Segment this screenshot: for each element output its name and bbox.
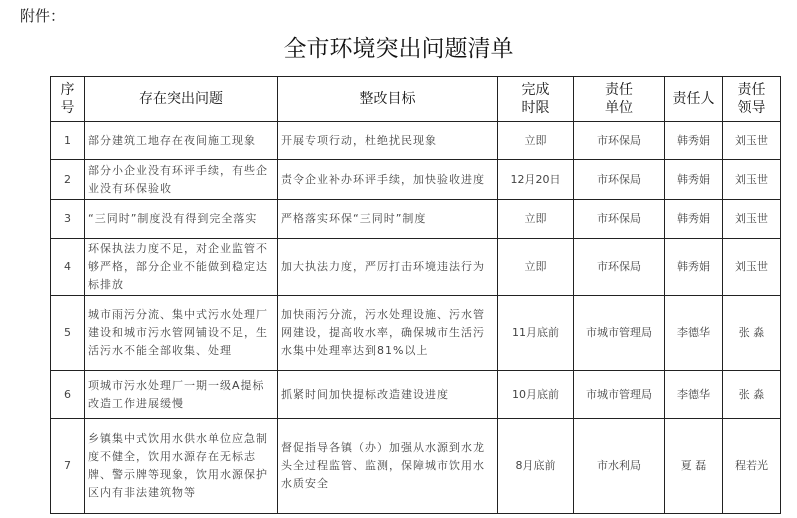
person-cell: 韩秀娟 — [665, 122, 723, 160]
leader-cell: 刘玉世 — [723, 160, 781, 200]
unit-cell: 市环保局 — [574, 200, 665, 239]
unit-cell: 市城市管理局 — [574, 371, 665, 419]
unit-cell: 市环保局 — [574, 239, 665, 296]
row-number: 2 — [51, 160, 85, 200]
header-no: 序号 — [51, 77, 85, 122]
unit-cell: 市城市管理局 — [574, 296, 665, 371]
row-number: 5 — [51, 296, 85, 371]
header-unit: 责任单位 — [574, 77, 665, 122]
target-cell: 严格落实环保“三同时”制度 — [278, 200, 498, 239]
unit-cell: 市环保局 — [574, 122, 665, 160]
issues-table — [50, 76, 781, 514]
problem-cell: 城市雨污分流、集中式污水处理厂建设和城市污水管网铺设不足，生活污水不能全部收集、处理 — [85, 296, 278, 371]
row-number: 6 — [51, 371, 85, 419]
problem-cell: “三同时”制度没有得到完全落实 — [85, 200, 278, 239]
deadline-cell: 12月20日 — [498, 160, 574, 200]
target-cell: 责令企业补办环评手续，加快验收进度 — [278, 160, 498, 200]
table-row — [51, 296, 781, 371]
header-target: 整改目标 — [278, 77, 498, 122]
target-cell: 加大执法力度，严厉打击环境违法行为 — [278, 239, 498, 296]
row-number: 7 — [51, 419, 85, 514]
unit-cell: 市水利局 — [574, 419, 665, 514]
leader-cell: 张 淼 — [723, 296, 781, 371]
header-person: 责任人 — [665, 77, 723, 122]
problem-cell: 项城市污水处理厂一期一级A提标改造工作进展缓慢 — [85, 371, 278, 419]
deadline-cell: 10月底前 — [498, 371, 574, 419]
unit-cell: 市环保局 — [574, 160, 665, 200]
target-cell: 督促指导各镇（办）加强从水源到水龙头全过程监管、监测，保障城市饮用水水质安全 — [278, 419, 498, 514]
person-cell: 李德华 — [665, 371, 723, 419]
leader-cell: 刘玉世 — [723, 122, 781, 160]
person-cell: 韩秀娟 — [665, 200, 723, 239]
deadline-cell: 立即 — [498, 239, 574, 296]
deadline-cell: 8月底前 — [498, 419, 574, 514]
problem-cell: 环保执法力度不足，对企业监管不够严格，部分企业不能做到稳定达标排放 — [85, 239, 278, 296]
header-problem: 存在突出问题 — [85, 77, 278, 122]
deadline-cell: 立即 — [498, 200, 574, 239]
row-number: 1 — [51, 122, 85, 160]
deadline-cell: 11月底前 — [498, 296, 574, 371]
table-row — [51, 160, 781, 200]
header-leader: 责任领导 — [723, 77, 781, 122]
leader-cell: 刘玉世 — [723, 200, 781, 239]
table-row — [51, 371, 781, 419]
problem-cell: 部分小企业没有环评手续，有些企业没有环保验收 — [85, 160, 278, 200]
person-cell: 李德华 — [665, 296, 723, 371]
target-cell: 加快雨污分流，污水处理设施、污水管网建设，提高收水率，确保城市生活污水集中处理率达到81%以上 — [278, 296, 498, 371]
problem-cell: 乡镇集中式饮用水供水单位应急制度不健全，饮用水源存在无标志牌、警示牌等现象，饮用水源保护区内有非法建筑物等 — [85, 419, 278, 514]
table-row — [51, 239, 781, 296]
target-cell: 抓紧时间加快提标改造建设进度 — [278, 371, 498, 419]
attachment-label: 附件： — [20, 7, 66, 25]
target-cell: 开展专项行动，杜绝扰民现象 — [278, 122, 498, 160]
header-deadline: 完成时限 — [498, 77, 574, 122]
person-cell: 夏 磊 — [665, 419, 723, 514]
deadline-cell: 立即 — [498, 122, 574, 160]
table-row — [51, 419, 781, 514]
person-cell: 韩秀娟 — [665, 160, 723, 200]
table-row — [51, 200, 781, 239]
leader-cell: 张 淼 — [723, 371, 781, 419]
person-cell: 韩秀娟 — [665, 239, 723, 296]
row-number: 4 — [51, 239, 85, 296]
table-row — [51, 122, 781, 160]
document-title: 全市环境突出问题清单 — [283, 36, 514, 62]
table-header-row — [51, 77, 781, 122]
problem-cell: 部分建筑工地存在夜间施工现象 — [85, 122, 278, 160]
row-number: 3 — [51, 200, 85, 239]
leader-cell: 程若光 — [723, 419, 781, 514]
leader-cell: 刘玉世 — [723, 239, 781, 296]
